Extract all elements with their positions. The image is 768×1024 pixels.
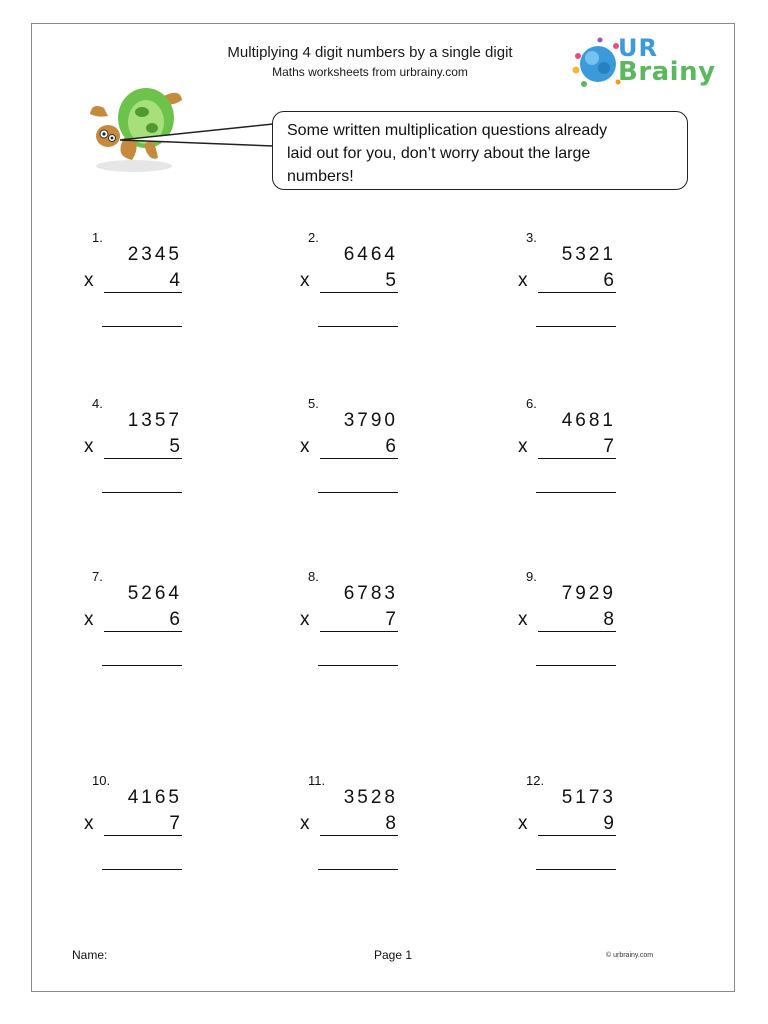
- problem-number: 6.: [526, 396, 537, 411]
- problem-number: 5.: [308, 396, 319, 411]
- multiply-sign: x: [518, 270, 528, 291]
- multiplicand: 2345: [127, 244, 182, 265]
- problem-8: [300, 569, 420, 679]
- problem-4: [84, 396, 204, 506]
- multiplicand: 6464: [343, 244, 398, 265]
- answer-line[interactable]: [536, 326, 616, 327]
- multiplicand: 5264: [127, 583, 182, 604]
- problem-3: [518, 230, 638, 340]
- multiply-sign: x: [84, 270, 94, 291]
- problem-1: [84, 230, 204, 340]
- speech-bubble-line-3: numbers!: [287, 168, 354, 185]
- problem-number: 12.: [526, 773, 545, 788]
- logo-wordmark: [618, 34, 716, 87]
- multiply-sign: x: [300, 609, 310, 630]
- answer-line[interactable]: [102, 869, 182, 870]
- problem-rule-line: [104, 835, 182, 836]
- multiplicand: 6783: [343, 583, 398, 604]
- speech-bubble-line-2: laid out for you, don’t worry about the large: [287, 145, 591, 162]
- multiplier: 4: [169, 270, 180, 291]
- answer-line[interactable]: [102, 492, 182, 493]
- problem-rule-line: [538, 631, 616, 632]
- answer-line[interactable]: [536, 869, 616, 870]
- multiplicand: 5173: [561, 787, 616, 808]
- multiply-sign: x: [518, 436, 528, 457]
- problem-number: 4.: [92, 396, 103, 411]
- multiplier: 8: [603, 609, 614, 630]
- problem-rule-line: [538, 835, 616, 836]
- answer-line[interactable]: [102, 326, 182, 327]
- multiplier: 5: [385, 270, 396, 291]
- multiplier: 5: [169, 436, 180, 457]
- problem-number: 1.: [92, 230, 103, 245]
- multiplier: 7: [603, 436, 614, 457]
- problem-number: 7.: [92, 569, 103, 584]
- answer-line[interactable]: [102, 665, 182, 666]
- problem-number: 9.: [526, 569, 537, 584]
- problem-rule-line: [104, 292, 182, 293]
- problem-5: [300, 396, 420, 506]
- multiplicand: 7929: [561, 583, 616, 604]
- problem-number: 3.: [526, 230, 537, 245]
- problem-11: [300, 773, 420, 883]
- multiplicand: 1357: [127, 410, 182, 431]
- multiplier: 6: [169, 609, 180, 630]
- answer-line[interactable]: [318, 665, 398, 666]
- worksheet-title: Multiplying 4 digit numbers by a single digit: [227, 44, 513, 61]
- multiply-sign: x: [84, 609, 94, 630]
- answer-line[interactable]: [318, 869, 398, 870]
- answer-line[interactable]: [318, 492, 398, 493]
- multiplier: 6: [603, 270, 614, 291]
- multiply-sign: x: [84, 813, 94, 834]
- copyright-notice: © urbrainy.com: [606, 952, 654, 959]
- answer-line[interactable]: [318, 326, 398, 327]
- multiplicand: 5321: [561, 244, 616, 265]
- multiplier: 7: [385, 609, 396, 630]
- logo-ur-text: UR: [618, 34, 658, 62]
- logo-brainy-text: Brainy: [618, 57, 716, 87]
- multiplier: 9: [603, 813, 614, 834]
- problem-rule-line: [320, 631, 398, 632]
- multiplier: 7: [169, 813, 180, 834]
- problem-number: 10.: [92, 773, 111, 788]
- problem-rule-line: [104, 631, 182, 632]
- problem-rule-line: [320, 292, 398, 293]
- multiplicand: 3790: [343, 410, 398, 431]
- multiply-sign: x: [518, 813, 528, 834]
- multiplicand: 4681: [561, 410, 616, 431]
- problem-rule-line: [538, 458, 616, 459]
- speech-bubble: [272, 111, 688, 190]
- problem-rule-line: [104, 458, 182, 459]
- multiply-sign: x: [518, 609, 528, 630]
- problem-rule-line: [320, 835, 398, 836]
- multiplier: 6: [385, 436, 396, 457]
- problem-rule-line: [538, 292, 616, 293]
- multiply-sign: x: [300, 813, 310, 834]
- problem-number: 2.: [308, 230, 319, 245]
- speech-bubble-line-1: Some written multiplication questions already: [287, 122, 608, 139]
- multiplicand: 3528: [343, 787, 398, 808]
- problem-number: 11.: [308, 773, 326, 788]
- multiply-sign: x: [84, 436, 94, 457]
- problem-9: [518, 569, 638, 679]
- speech-bubble-tail: [120, 120, 280, 160]
- problem-2: [300, 230, 420, 340]
- problem-number: 8.: [308, 569, 319, 584]
- answer-line[interactable]: [536, 492, 616, 493]
- problem-rule-line: [320, 458, 398, 459]
- multiplicand: 4165: [127, 787, 182, 808]
- page-number: Page 1: [374, 948, 413, 962]
- answer-line[interactable]: [536, 665, 616, 666]
- problem-12: [518, 773, 638, 883]
- problem-7: [84, 569, 204, 679]
- name-label: Name:: [72, 948, 108, 962]
- worksheet-subtitle: Maths worksheets from urbrainy.com: [272, 65, 468, 79]
- problem-10: [84, 773, 204, 883]
- multiply-sign: x: [300, 270, 310, 291]
- multiply-sign: x: [300, 436, 310, 457]
- problem-6: [518, 396, 638, 506]
- multiplier: 8: [385, 813, 396, 834]
